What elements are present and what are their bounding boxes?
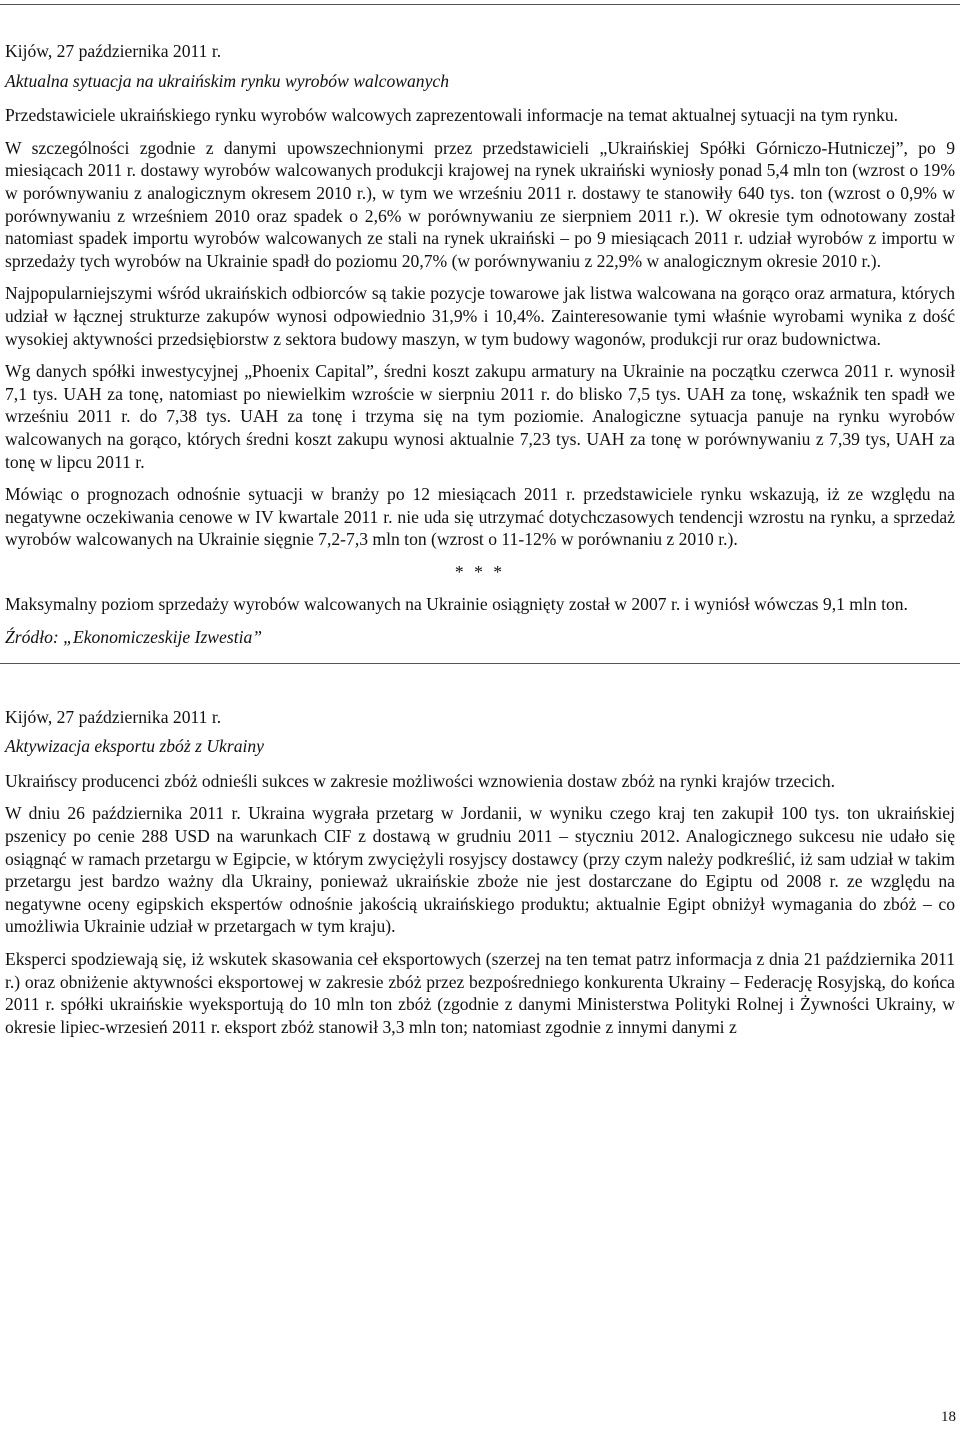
article-paragraph: W szczególności zgodnie z danymi upowszechnionymi przez przedstawicieli „Ukraińskiej Spółki Górniczo-Hutniczej”, po 9 miesiącach 2011 r. dostawy wyrobów walcowanych produkcji krajowej na rynek ukraiński wyniosły ponad 5,4 mln ton (wzrost o 19% w porównywaniu z analogicznym okresem 2010 r.), w tym we wrześniu 2011 r. dostawy te stanowiły 640 tys. ton (wzrost o 0,9% w porównywaniu z wrześniem 2010 oraz spadek o 2,6% w porównywaniu ze sierpniem 2011 r.). W okresie tym odnotowany został natomiast spadek importu wyrobów walcowanych ze stali na rynek ukraiński – po 9 miesiącach 2011 r. udział wyrobów z importu w sprzedaży tych wyrobów na Ukrainie spadł do poziomu 20,7% (w porównywaniu z 22,9% w analogicznym okresie 2010 r.). <box>5 137 955 271</box>
article-date: Kijów, 27 października 2011 r. <box>5 706 222 727</box>
article-paragraph: Wg danych spółki inwestycyjnej „Phoenix Capital”, średni koszt zakupu armatury na Ukrainie na początku czerwca 2011 r. wynosił 7,1 tys. UAH za tonę, natomiast po niewielkim wzroście w sierpniu 2011 r. do blisko 7,5 tys. UAH za tonę, wskaźnik ten spadł we wrześniu 2011 r. do 7,38 tys. UAH za tonę i trzyma się na tym poziomie. Analogiczne sytuacja panuje na rynku wyrobów walcowanych na gorąco, których średni koszt zakupu wynosi aktualnie 7,23 tys. UAH za tonę w porównywaniu z 7,39 tys, UAH za tonę w lipcu 2011 r. <box>5 361 955 472</box>
section-separator: * * * <box>454 561 506 582</box>
article-paragraph: W dniu 26 października 2011 r. Ukraina wygrała przetarg w Jordanii, w wyniku czego kraj ten zakupił 100 tys. ton ukraińskiej pszenicy po cenie 288 USD na warunkach CIF z dostawą w grudniu 2011 – styczniu 2012. Analogicznego sukcesu nie udało się osiągnąć w ramach przetargu w Egipcie, w którym zwyciężyli rosyjscy dostawcy (przy czym należy podkreślić, iż sam udział w takim przetargu jest bardzo ważny dla Ukrainy, ponieważ ukraińskie zboże nie jest dostarczane do Egiptu od 2008 r. ze względu na negatywne oceny egipskich ekspertów odnośnie jakością ukraińskiego produktu; aktualnie Egipt obniżył wymagania do zbóż – co umożliwia Ukrainie udział w przetargach w tym kraju). <box>5 803 955 937</box>
article-paragraph: Przedstawiciele ukraińskiego rynku wyrobów walcowych zaprezentowali informacje na temat aktualnej sytuacji na tym rynku. <box>5 105 899 126</box>
article-grain-export <box>5 706 955 1039</box>
document-page <box>5 40 955 1048</box>
article-closing: Maksymalny poziom sprzedaży wyrobów walcowanych na Ukrainie osiągnięty został w 2007 r. i wyniósł wówczas 9,1 mln ton. <box>5 594 908 615</box>
article-divider <box>0 663 960 664</box>
article-paragraph: Najpopularniejszymi wśród ukraińskich odbiorców są takie pozycje towarowe jak listwa walcowana na gorąco oraz armatura, których udział w łącznej strukturze zakupów wynosi odpowiednio 31,9% i 10,4%. Zainteresowanie tymi właśnie wyrobami wynika z dość wysokiej aktywności przedsiębiorstw z sektora budowy maszyn, w tym budowy wagonów, produkcji rur oraz budownictwa. <box>5 283 955 349</box>
article-paragraph: Mówiąc o prognozach odnośnie sytuacji w branży po 12 miesiącach 2011 r. przedstawiciele rynku wskazują, iż ze względu na negatywne oczekiwania cenowe w IV kwartale 2011 r. nie uda się utrzymać dotychczasowych tendencji wzrostu na rynku, a sprzedaż wyrobów walcowanych na Ukrainie sięgnie 7,2-7,3 mln ton (wzrost o 11-12% w porównaniu z 2010 r.). <box>5 484 955 550</box>
article-steel-market <box>5 40 955 649</box>
top-rule <box>0 4 960 5</box>
article-title: Aktualna sytuacja na ukraińskim rynku wyrobów walcowanych <box>5 70 450 91</box>
article-source: Źródło: „Ekonomiczeskije Izwestia” <box>5 627 263 648</box>
article-date: Kijów, 27 października 2011 r. <box>5 41 222 61</box>
article-paragraph: Ukraińscy producenci zbóż odnieśli sukces w zakresie możliwości wznowienia dostaw zbóż na rynki krajów trzecich. <box>5 770 836 791</box>
article-title: Aktywizacja eksportu zbóż z Ukrainy <box>5 736 264 757</box>
page-number: 18 <box>941 1409 956 1425</box>
article-paragraph: Eksperci spodziewają się, iż wskutek skasowania ceł eksportowych (szerzej na ten temat patrz informacja z dnia 21 października 2011 r.) oraz obniżenie aktywności eksportowej w zakresie zbóż przez bezpośredniego konkurenta Ukrainy – Federację Rosyjską, do końca 2011 r. spółki ukraińskie wyeksportują do 10 mln ton zbóż (zgodnie z danymi Ministerstwa Polityki Rolnej i Żywności Ukrainy, w okresie lipiec-wrzesień 2011 r. eksport zbóż stanowił 3,3 mln ton; natomiast zgodnie z innymi danymi z <box>5 949 955 1037</box>
